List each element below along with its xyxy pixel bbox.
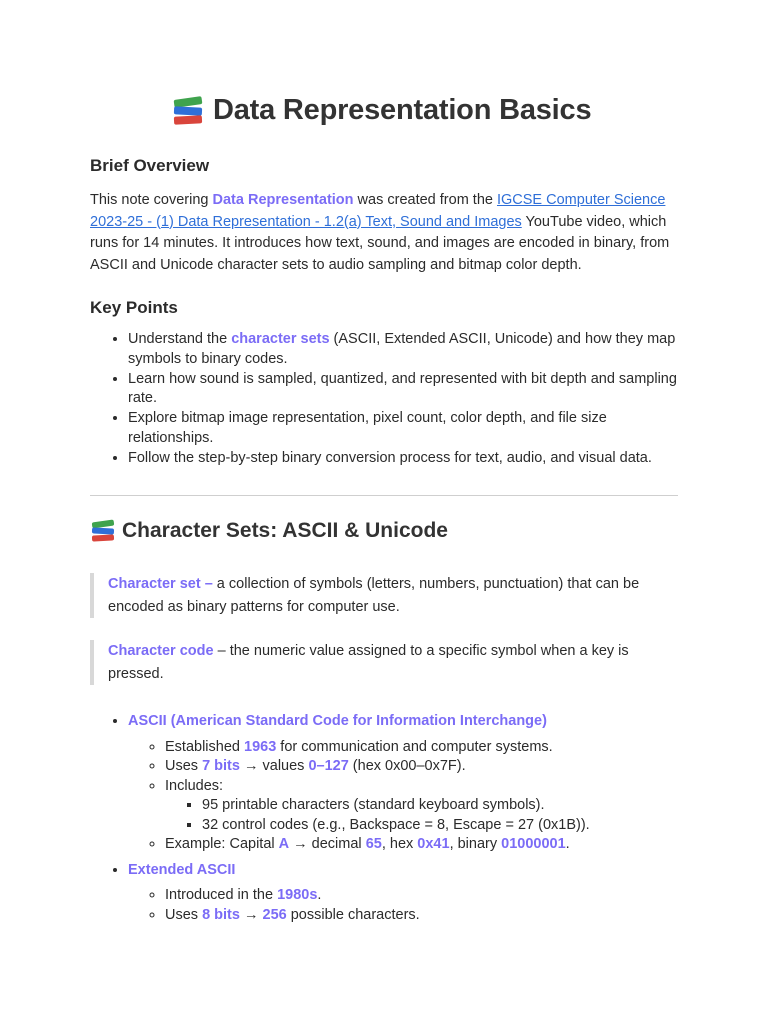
section-divider	[90, 495, 678, 496]
example-highlight: 01000001	[501, 836, 566, 852]
definition-text: a collection of symbols (letters, numbers, punctuation) that can be encoded as binary patterns for computer use.	[108, 576, 640, 615]
list-item: • Explore bitmap image representation, pixel count, color depth, and file size relationships.	[128, 409, 678, 448]
detail-text: Introduced in the	[165, 887, 278, 903]
detail-text: for communication and computer systems.	[276, 738, 553, 755]
detail-text: Uses	[165, 758, 203, 774]
detail-text: Includes:	[165, 777, 224, 794]
books-icon	[90, 518, 116, 544]
list-item: • Learn how sound is sampled, quantized, and represented with bit depth and sampling rate.	[128, 370, 678, 409]
count-highlight: 256	[262, 906, 287, 923]
range-highlight: 0–127	[308, 758, 349, 774]
definition-quote-character-set	[90, 573, 668, 618]
brief-text-2: was created from the	[353, 192, 497, 208]
term-dash: –	[200, 576, 213, 592]
list-item	[165, 886, 688, 906]
year-highlight: 1980s	[277, 887, 318, 903]
section-heading-row	[90, 518, 448, 544]
list-item-ascii	[128, 712, 688, 855]
key-points-heading: Key Points	[90, 298, 178, 317]
brief-overview-heading: Brief Overview	[90, 156, 210, 175]
detail-text: , hex	[381, 836, 418, 852]
list-item: • Follow the step-by-step binary conversion process for text, audio, and visual data.	[128, 449, 678, 469]
bits-highlight: 7 bits	[202, 758, 240, 774]
example-highlight: A	[278, 836, 290, 852]
list-item: ▪ 32 control codes (e.g., Backspace = 8, Escape = 27 (0x1B)).	[202, 816, 688, 836]
list-item: ▪ 95 printable characters (standard keyboard symbols).	[202, 796, 688, 816]
list-item	[165, 757, 688, 777]
list-item	[165, 835, 688, 855]
books-icon	[172, 95, 204, 127]
detail-text: .	[317, 887, 322, 903]
year-highlight: 1963	[244, 738, 277, 755]
list-item-extended-ascii	[128, 861, 688, 926]
topic-highlight: Data Representation	[212, 192, 354, 208]
detail-text: → decimal	[289, 836, 366, 852]
term-character-set: Character set	[108, 576, 201, 592]
extended-ascii-label: Extended ASCII	[128, 861, 236, 878]
detail-text: , binary	[449, 836, 502, 852]
detail-text: .	[565, 836, 570, 852]
detail-text: Uses	[165, 906, 203, 923]
example-highlight: 65	[365, 836, 382, 852]
includes-list	[165, 796, 688, 835]
detail-text: possible characters.	[286, 906, 420, 923]
key-points-list	[90, 330, 678, 469]
page-title-row	[172, 94, 672, 127]
list-item	[165, 777, 688, 836]
brief-overview-paragraph	[90, 190, 682, 276]
key-point-text: Understand the	[128, 331, 232, 347]
list-item	[128, 330, 678, 369]
definition-quote-character-code	[90, 640, 668, 685]
key-point-text: (ASCII, Extended ASCII, Unicode) and how they map symbols to binary codes.	[128, 331, 676, 367]
example-highlight: 0x41	[417, 836, 450, 852]
list-item	[165, 906, 688, 926]
bits-highlight: 8 bits	[202, 906, 240, 923]
brief-text-3: YouTube video, which runs for 14 minutes. It introduces how text, sound, and images are encoded in binary, from ASCII and Unicode character sets to audio sampling and bitmap color depth.	[90, 213, 670, 273]
definition-text: – the numeric value assigned to a specific symbol when a key is pressed.	[108, 643, 629, 682]
detail-text: Example: Capital	[165, 836, 279, 852]
page-title: Data Representation Basics	[213, 94, 592, 126]
character-sets-highlight: character sets	[231, 331, 330, 347]
detail-text: Established	[165, 738, 244, 755]
list-item	[165, 738, 688, 758]
video-link[interactable]: IGCSE Computer Science 2023-25 - (1) Data Representation - 1.2(a) Text, Sound and Images	[90, 192, 666, 230]
brief-text-1: This note covering	[90, 192, 213, 208]
character-set-list	[90, 712, 688, 931]
ascii-label: ASCII (American Standard Code for Information Interchange)	[128, 713, 547, 729]
ascii-details	[128, 738, 688, 855]
section-heading: Character Sets: ASCII & Unicode	[122, 519, 448, 542]
detail-text: → values	[239, 758, 309, 774]
detail-text: (hex 0x00–0x7F).	[348, 758, 466, 774]
detail-text: →	[239, 906, 263, 923]
extended-ascii-details	[128, 886, 688, 925]
term-character-code: Character code	[108, 643, 214, 659]
